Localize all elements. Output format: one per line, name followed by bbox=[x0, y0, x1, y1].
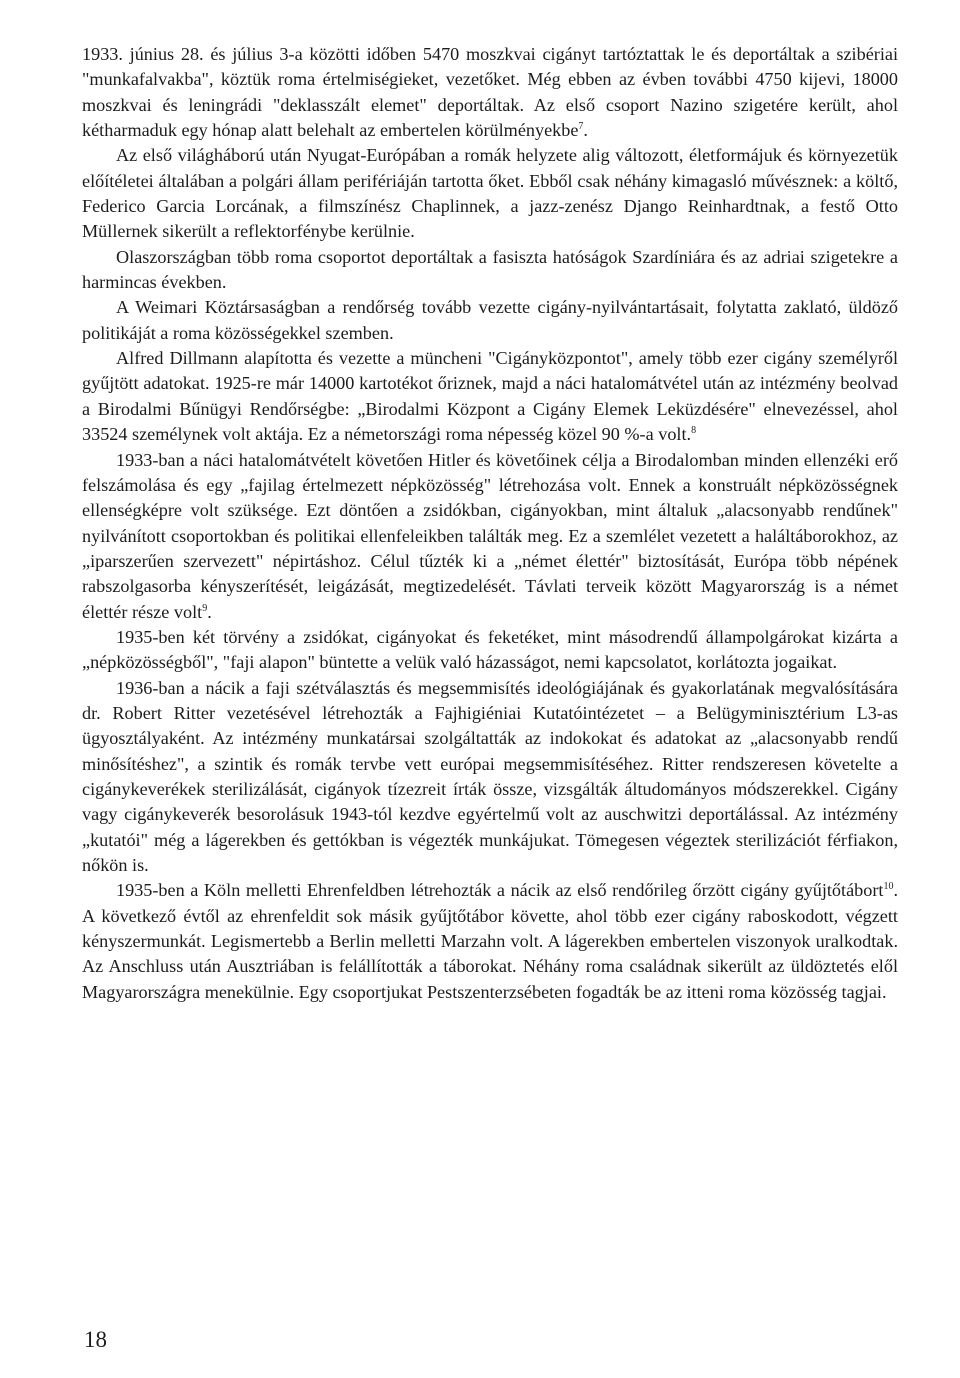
paragraph-5: Alfred Dillmann alapította és vezette a müncheni "Cigányközpontot", amely több ezer cigány személyről gyűjtött adatokat. 1925-re már 14000 kartotékot őriznek, majd a náci hatalomátvétel után az intézmény beolvad a Birodalmi Bűnügyi Rendőrségbe: „Birodalmi Központ a Cigány Elemek Leküzdésére" elnevezéssel, ahol 33524 személynek volt aktája. Ez a németországi roma népesség közel 90 %-a volt.$^8$ bbox=[82, 348, 898, 445]
document-body bbox=[82, 42, 898, 1005]
paragraph-4: A Weimari Köztársaságban a rendőrség tovább vezette cigány-nyilvántartásait, folytatta zaklató, üldöző politikáját a roma közösségekkel szemben. bbox=[82, 297, 898, 343]
paragraph-7: 1935-ben két törvény a zsidókat, cigányokat és feketéket, mint másodrendű állampolgárokat kizárta a „népközösségből", "faji alapon" büntette a velük való házasságot, nemi kapcsolatot, korlátozta jogaikat. bbox=[82, 626, 898, 673]
paragraph-2: Az első világháború után Nyugat-Európában a romák helyzete alig változott, életformájuk és környezetük előítéletei általában a polgári állam perifériáján tartotta őket. Ebből csak néhány kimagasló művésznek: a költő, Federico Garcia Lorcának, a filmszínész Chaplinnek, a jazz-zenész Django Reinhardtnak, a festő Otto Müllernek sikerült a reflektorfénybe kerülnie. bbox=[82, 145, 898, 242]
footnote-ref-10: 10 bbox=[883, 881, 894, 893]
paragraph-6: 1933-ban a náci hatalomátvételt követően Hitler és követőinek célja a Birodalomban minden ellenzéki erő felszámolása és egy „fajilag értelmezett népközösség" létrehozása volt. Ennek a konstruált népközösségnek ellenségképre volt szüksége. Ezt döntően a zsidókban, cigányokban, mint általuk „alacsonyabb rendűnek" nyilvánított csoportokban és politikai ellenfeleikben találták meg. Ez a szemlélet vezetett a haláltáborokhoz, az „iparszerűen szervezett" népirtáshoz. Célul tűzték ki a „német élettér" biztosítását, Európa több népének rabszolgasorba kényszerítését, leigázását, megtizedelését. Távlati terveik között Magyarország is a német élettér része volt$^9$. bbox=[82, 449, 898, 622]
page-number: 18 bbox=[84, 1327, 107, 1352]
footnote-ref-9: 9 bbox=[202, 602, 208, 614]
paragraph-3: Olaszországban több roma csoportot deportáltak a fasiszta hatóságok Szardíniára és az adriai szigetekre a harmincas években. bbox=[82, 246, 898, 293]
paragraph-8: 1936-ban a nácik a faji szétválasztás és megsemmisítés ideológiájának és gyakorlatának megvalósítására dr. Robert Ritter vezetésével létrehozták a Fajhigiéniai Kutatóintézetet – a Belügyminisztérium L3-as ügyosztályaként. Az intézmény munkatársai szolgáltatták az indokokat és adatokat az „alacsonyabb rendű minősítéshez", a szintik és romák tervbe vett európai megsemmisítéséhez. Ritter rendszeresen követelte a cigánykeverékek sterilizálását, cigányok tízezreit írták össze, vizsgálták áltudományos módszerekkel. Cigány vagy cigánykeverék besorolásuk 1943-tól kezdve egyértelmű volt az auschwitzi deportálással. Az intézmény „kutatói" még a lágerekben és gettókban is végezték munkájukat. Tömegesen végeztek sterilizációt férfiakon, nőkön is. bbox=[82, 677, 898, 875]
paragraph-9: 1935-ben a Köln melletti Ehrenfeldben létrehozták a nácik az első rendőrileg őrzött cigány gyűjtőtábort$^{10}$. A következő évtől az ehrenfeldit sok másik gyűjtőtábor követte, ahol több ezer cigány raboskodott, végzett kényszermunkát. Legismertebb a Berlin melletti Marzahn volt. A lágerekben embertelen viszonyok uralkodtak. Az Anschluss után Ausztriában is felállították a táborokat. Néhány roma családnak sikerült az üldöztetés elől Magyarországra menekülnie. Egy csoportjukat Pestszenterzsébeten fogadták be az itteni roma közösség tagjai. bbox=[82, 880, 898, 1002]
footnote-ref-8: 8 bbox=[691, 425, 697, 437]
footnote-ref-7: 7 bbox=[578, 120, 584, 132]
paragraph-1: 1933. június 28. és július 3-a közötti időben 5470 moszkvai cigányt tartóztattak le és deportáltak a szibériai "munkafalvakba", köztük roma értelmiségieket, vezetőket. Még ebben az évben további 4750 kijevi, 18000 moszkvai és leningrádi "deklasszált elemet" deportáltak. Az első csoport Nazino szigetére került, ahol kétharmaduk egy hónap alatt belehalt az embertelen körülményekbe$^7$. bbox=[82, 44, 898, 141]
